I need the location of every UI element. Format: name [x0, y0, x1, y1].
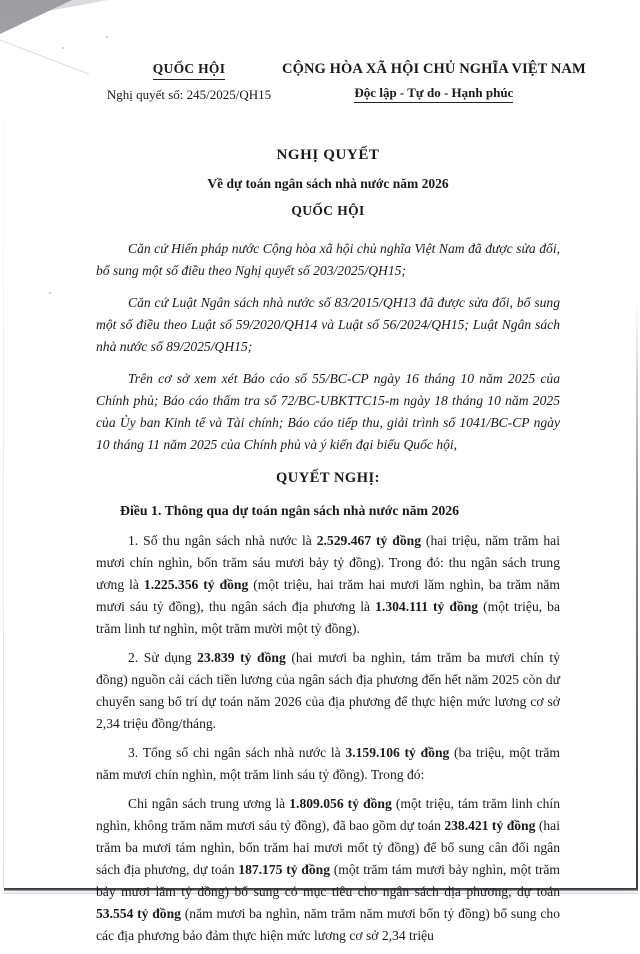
national-title: CỘNG HÒA XÃ HỘI CHỦ NGHĨA VIỆT NAM — [282, 61, 586, 77]
amount-central-spending: 1.809.056 tỷ đồng — [289, 796, 392, 812]
preamble-paragraph-3: Trên cơ sở xem xét Báo cáo số 55/BC-CP ngày 16 tháng 10 năm 2025 của Chính phủ; Báo cáo thẩm tra số 72/BC-UBKTTC15-m ngày 18 tháng 10 năm 2025 của Ủy ban Kinh tế và Tài chính; Báo cáo tiếp thu, giải trình số 1041/BC-CP ngày 10 tháng 11 năm 2025 của Chính phủ và ý kiến đại biểu Quốc hội, — [96, 371, 560, 453]
scan-speck — [49, 292, 51, 294]
resolve-heading: QUYẾT NGHỊ: — [276, 470, 380, 487]
document-content — [96, 0, 586, 954]
page-left-edge — [3, 40, 4, 889]
item-number: 2. — [128, 650, 139, 666]
scan-speck — [62, 47, 64, 49]
national-motto: Độc lập - Tự do - Hạnh phúc — [354, 85, 513, 104]
page-right-edge — [636, 300, 638, 891]
document-subtitle: Về dự toán ngân sách nhà nước năm 2026 — [207, 175, 449, 191]
article-1-heading: Điều 1. Thông qua dự toán ngân sách nhà nước năm 2026 — [120, 503, 460, 519]
header-left-column — [96, 60, 282, 103]
article-1-central-spending: Chi ngân sách trung ương là 1.809.056 tỷ đồng (một triệu, tám trăm linh chín nghìn, không trăm năm mươi sáu tỷ đồng), đã bao gồm dự toán 238.421 tỷ đồng (hai trăm ba mươi tám nghìn, bốn trăm hai mươi mốt tỷ đồng) để bổ sung cân đối ngân sách địa phương, dự toán 187.175 tỷ đồng (một trăm tám mươi bảy nghìn, một trăm bảy mươi lăm tỷ đồng) bổ sung có mục tiêu cho ngân sách địa phương, dự toán 53.554 tỷ đồng (năm mươi ba nghìn, năm trăm năm mươi bốn tỷ đồng) bổ sung cho các địa phương bảo đảm thực hiện mức lương cơ sở 2,34 triệu — [96, 796, 560, 944]
amount-salary-reform-fund: 23.839 tỷ đồng — [197, 650, 286, 666]
header-right-column — [282, 60, 586, 103]
amount-central-revenue: 1.225.356 tỷ đồng — [143, 577, 249, 592]
item-number: 1. — [128, 532, 139, 548]
title-block — [96, 145, 560, 220]
amount-local-revenue: 1.304.111 tỷ đồng — [375, 599, 479, 615]
article-1-item-2: 2. Sử dụng 23.839 tỷ đồng (hai mươi ba nghìn, tám trăm ba mươi chín tỷ đồng) nguồn cải cách tiền lương của ngân sách địa phương đến hết năm 2025 còn dư chuyển sang bố trí dự toán năm 2026 của địa phương để thực hiện mức lương cơ sở 2,34 triệu đồng/tháng. — [96, 650, 560, 732]
document-number: Nghị quyết số: 245/2025/QH15 — [106, 86, 272, 102]
title-issuer: QUỐC HỘI — [291, 202, 365, 218]
amount-total-spending: 3.159.106 tỷ đồng — [345, 745, 450, 761]
issuing-organization: QUỐC HỘI — [153, 60, 226, 80]
item-number: 3. — [128, 745, 139, 761]
preamble-section — [96, 238, 560, 456]
article-1-item-1: 1. Số thu ngân sách nhà nước là 2.529.467 tỷ đồng (hai triệu, năm trăm hai mươi chín nghìn, bốn trăm sáu mươi bảy tỷ đồng). Trong đó: thu ngân sách trung ương là 1.225.356 tỷ đồng (một triệu, hai trăm hai mươi lăm nghìn, ba trăm năm mươi sáu tỷ đồng), thu ngân sách địa phương là 1.304.111 tỷ đồng (một triệu, ba trăm linh tư nghìn, một trăm mười một tỷ đồng). — [96, 532, 561, 637]
preamble-paragraph-2: Căn cứ Luật Ngân sách nhà nước số 83/2015/QH13 đã được sửa đổi, bổ sung một số điều theo Luật số 59/2020/QH14 và Luật số 56/2024/QH15; Luật Ngân sách nhà nước số 89/2025/QH15; — [96, 295, 560, 355]
amount-total-revenue: 2.529.467 tỷ đồng — [316, 532, 421, 548]
amount-salary-base-supplement: 53.554 tỷ đồng — [96, 906, 181, 922]
preamble-paragraph-1: Căn cứ Hiến pháp nước Cộng hòa xã hội chủ nghĩa Việt Nam đã được sửa đổi, bổ sung một số điều theo Nghị quyết số 203/2025/QH15; — [96, 241, 560, 279]
amount-targeted-supplement: 187.175 tỷ đồng — [238, 862, 330, 878]
document-header — [96, 60, 586, 103]
amount-balance-supplement: 238.421 tỷ đồng — [444, 818, 536, 834]
document-title: NGHỊ QUYẾT — [276, 147, 380, 164]
article-1-item-3: 3. Tổng số chi ngân sách nhà nước là 3.159.106 tỷ đồng (ba triệu, một trăm năm mươi chín nghìn, một trăm linh sáu tỷ đồng). Trong đó: — [96, 745, 560, 783]
